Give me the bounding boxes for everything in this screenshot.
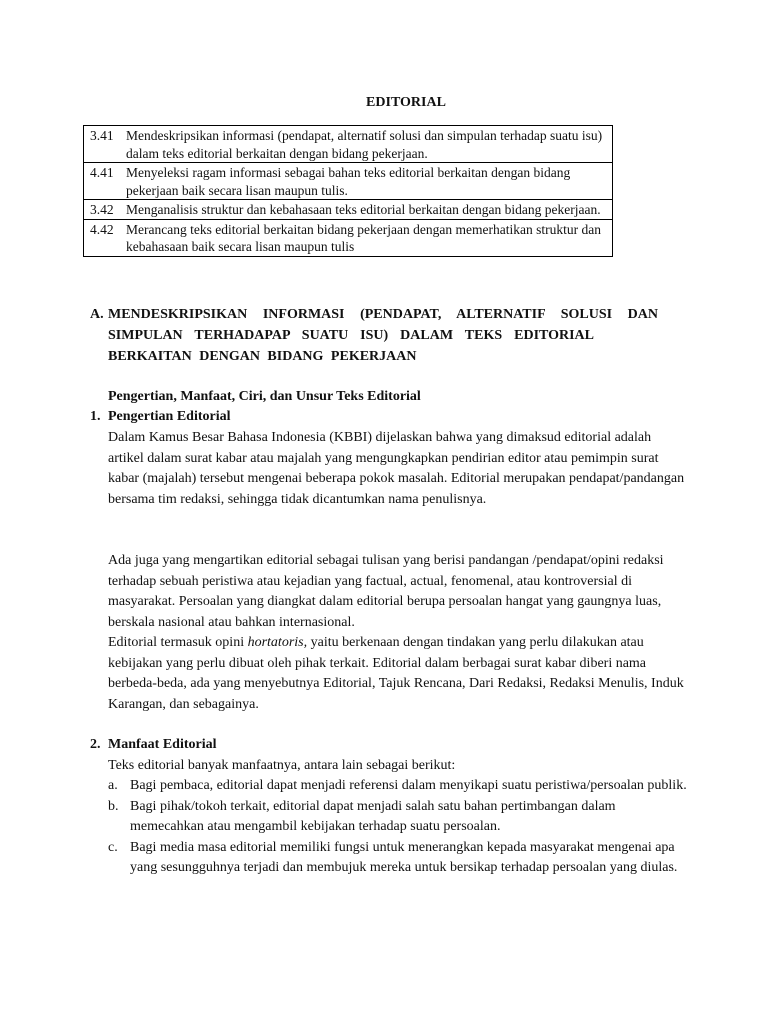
table-row (84, 200, 613, 220)
paragraph-text: Ada juga yang mengartikan editorial sebagai tulisan yang berisi pandangan /pendapat/opini redaksi terhadap sebuah peristiwa atau kejadian yang factual, actual, fenomenal, atau kontroversial di masyarakat. Persoalan yang diangkat dalam editorial berupa persoalan hangat yang gaungnya luas, berskala nasional atau bahkan internasional. (108, 553, 664, 630)
competency-text: Menganalisis struktur dan kebahasaan teks editorial berkaitan dengan bidang pekerjaan. (126, 202, 601, 217)
point-1-para-2 (108, 551, 688, 633)
table-row (84, 126, 613, 163)
section-a-line-3: BERKAITAN DENGAN BIDANG PEKERJAAN (108, 349, 417, 364)
list-item-text: Bagi media masa editorial memiliki fungsi untuk menerangkan kepada masyarakat mengenai apa yang sesungguhnya terjadi dan membujuk mereka untuk bersikap terhadap persoalan yang diulas. (130, 839, 678, 875)
competency-text: Mendeskripsikan informasi (pendapat, alternatif solusi dan simpulan terhadap suatu isu) dalam teks editorial berkaitan dengan bidang pekerjaan. (126, 128, 603, 161)
competency-text: Merancang teks editorial berkaitan bidang pekerjaan dengan memerhatikan struktur dan kebahasaan baik secara lisan maupun tulis (126, 221, 601, 254)
point-1-heading: Pengertian Editorial (108, 409, 231, 424)
list-marker: c. (108, 839, 118, 855)
competency-code: 4.41 (90, 165, 114, 180)
section-a-line-2: SIMPULAN TERHADAPAP SUATU ISU) DALAM TEKS EDITORIAL (108, 328, 594, 343)
document-title: EDITORIAL (366, 95, 446, 110)
point-2-heading: Manfaat Editorial (108, 737, 217, 752)
paragraph-text: Dalam Kamus Besar Bahasa Indonesia (KBBI) dijelaskan bahwa yang dimaksud editorial adalah artikel dalam surat kabar atau majalah yang mengungkapkan pendirian editor atau pemimpin surat kabar (majalah) tersebut mengenai beberapa pokok masalah. Editorial merupakan pendapat/pandangan bersama tim redaksi, sehingga tidak dicantumkan nama penulisnya. (108, 430, 685, 507)
point-1-para-3 (108, 633, 688, 715)
competency-text: Menyeleksi ragam informasi sebagai bahan teks editorial berkaitan dengan bidang pekerjaan baik secara lisan maupun tulis. (126, 165, 571, 198)
benefit-list (108, 776, 688, 879)
competency-table (83, 125, 613, 257)
paragraph-text: Editorial termasuk opini (108, 635, 248, 650)
paragraph-text: yaitu berkenaan dengan tindakan yang perlu dilakukan atau kebijakan yang perlu dibuat oleh pihak terkait. Editorial dalam berbagai surat kabar diberi nama berbeda-beda, ada yang menyebutnya Editorial, Tajuk Rencana, Dari Redaksi, Redaksi Menulis, Induk Karangan, dan sebagainya. (108, 635, 684, 712)
point-2-intro: Teks editorial banyak manfaatnya, antara lain sebagai berikut: (108, 758, 456, 773)
section-a-label: A. (90, 307, 104, 322)
italic-term: hortatoris, (247, 635, 308, 650)
list-marker: b. (108, 798, 119, 814)
point-1-number: 1. (90, 409, 101, 424)
competency-code: 4.42 (90, 221, 114, 237)
list-item (108, 797, 688, 838)
point-1-para-1 (108, 428, 688, 510)
list-item-text: Bagi pembaca, editorial dapat menjadi referensi dalam menyikapi suatu peristiwa/persoalan publik. (130, 778, 687, 793)
competency-code: 3.41 (90, 128, 114, 143)
list-item (108, 776, 688, 797)
competency-code: 3.42 (90, 202, 114, 217)
subheading: Pengertian, Manfaat, Ciri, dan Unsur Teks Editorial (108, 389, 421, 404)
section-a-line-1: MENDESKRIPSIKAN INFORMASI (PENDAPAT, ALTERNATIF SOLUSI DAN (108, 307, 658, 322)
list-marker: a. (108, 778, 118, 793)
point-2-number: 2. (90, 737, 101, 752)
table-row (84, 219, 613, 256)
list-item-text: Bagi pihak/tokoh terkait, editorial dapat menjadi salah satu bahan pertimbangan dalam memecahkan atau mengambil kebijakan terhadap suatu persoalan. (130, 798, 616, 834)
table-row (84, 163, 613, 200)
list-item (108, 838, 688, 879)
